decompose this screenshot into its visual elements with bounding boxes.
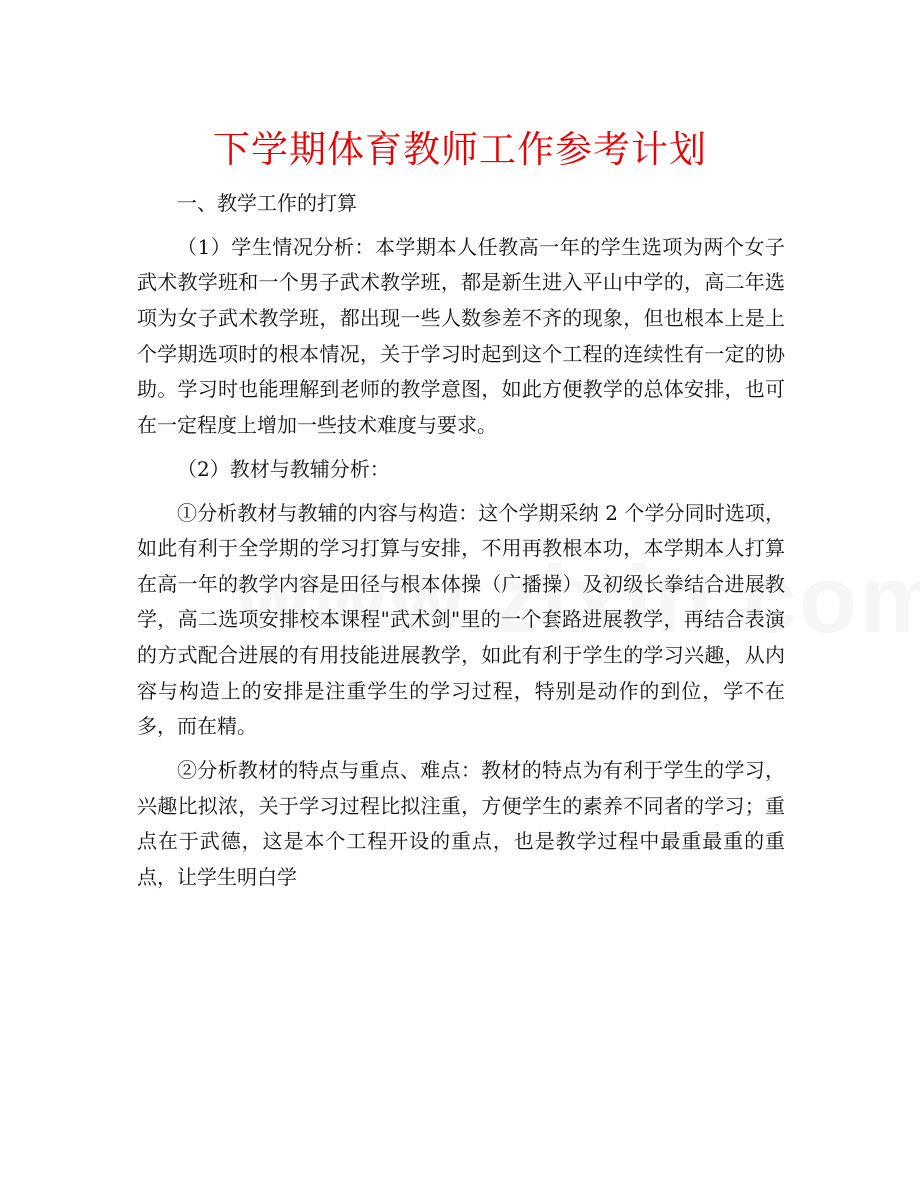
section-heading: 一、教学工作的打算 <box>177 191 357 215</box>
paragraph-materials-content: ①分析教材与教辅的内容与构造：这个学期采纳 2 个学分同时选项，如此有利于全学期的学习打算与安排，不用再教根本功，本学期本人打算在高一年的教学内容是田径与根本体操（广播操）及初级长拳结合进展教学，高二选项安排校本课程"武术剑"里的一个套路进展教学，再结合表演的方式配合进展的有用技能进展教学，如此有利于学生的学习兴趣，从内容与构造上的安排是注重学生的学习过程，特别是动作的到位，学不在多，而在精。 <box>137 500 785 739</box>
paragraph-features: ②分析教材的特点与重点、难点：教材的特点为有利于学生的学习，兴趣比拟浓，关于学习过程比拟注重，方便学生的素养不同者的学习；重点在于武德，这是本个工程开设的重点，也是教学过程中最重最重的重点，让学生明白学 <box>137 758 785 889</box>
document-title: 下学期体育教师工作参考计划 <box>213 128 707 171</box>
document-body <box>137 186 785 895</box>
paragraph-student-analysis: （1）学生情况分析：本学期本人任教高一年的学生选项为两个女子武术教学班和一个男子武术教学班，都是新生进入平山中学的，高二年选项为女子武术教学班，都出现一些人数参差不齐的现象，但也根本上是上个学期选项时的根本情况，关于学习时起到这个工程的连续性有一定的协助。学习时也能理解到老师的教学意图，如此方便教学的总体安排，也可在一定程度上增加一些技术难度与要求。 <box>137 234 785 437</box>
paragraph-materials-heading: （2）教材与教辅分析： <box>177 456 390 481</box>
